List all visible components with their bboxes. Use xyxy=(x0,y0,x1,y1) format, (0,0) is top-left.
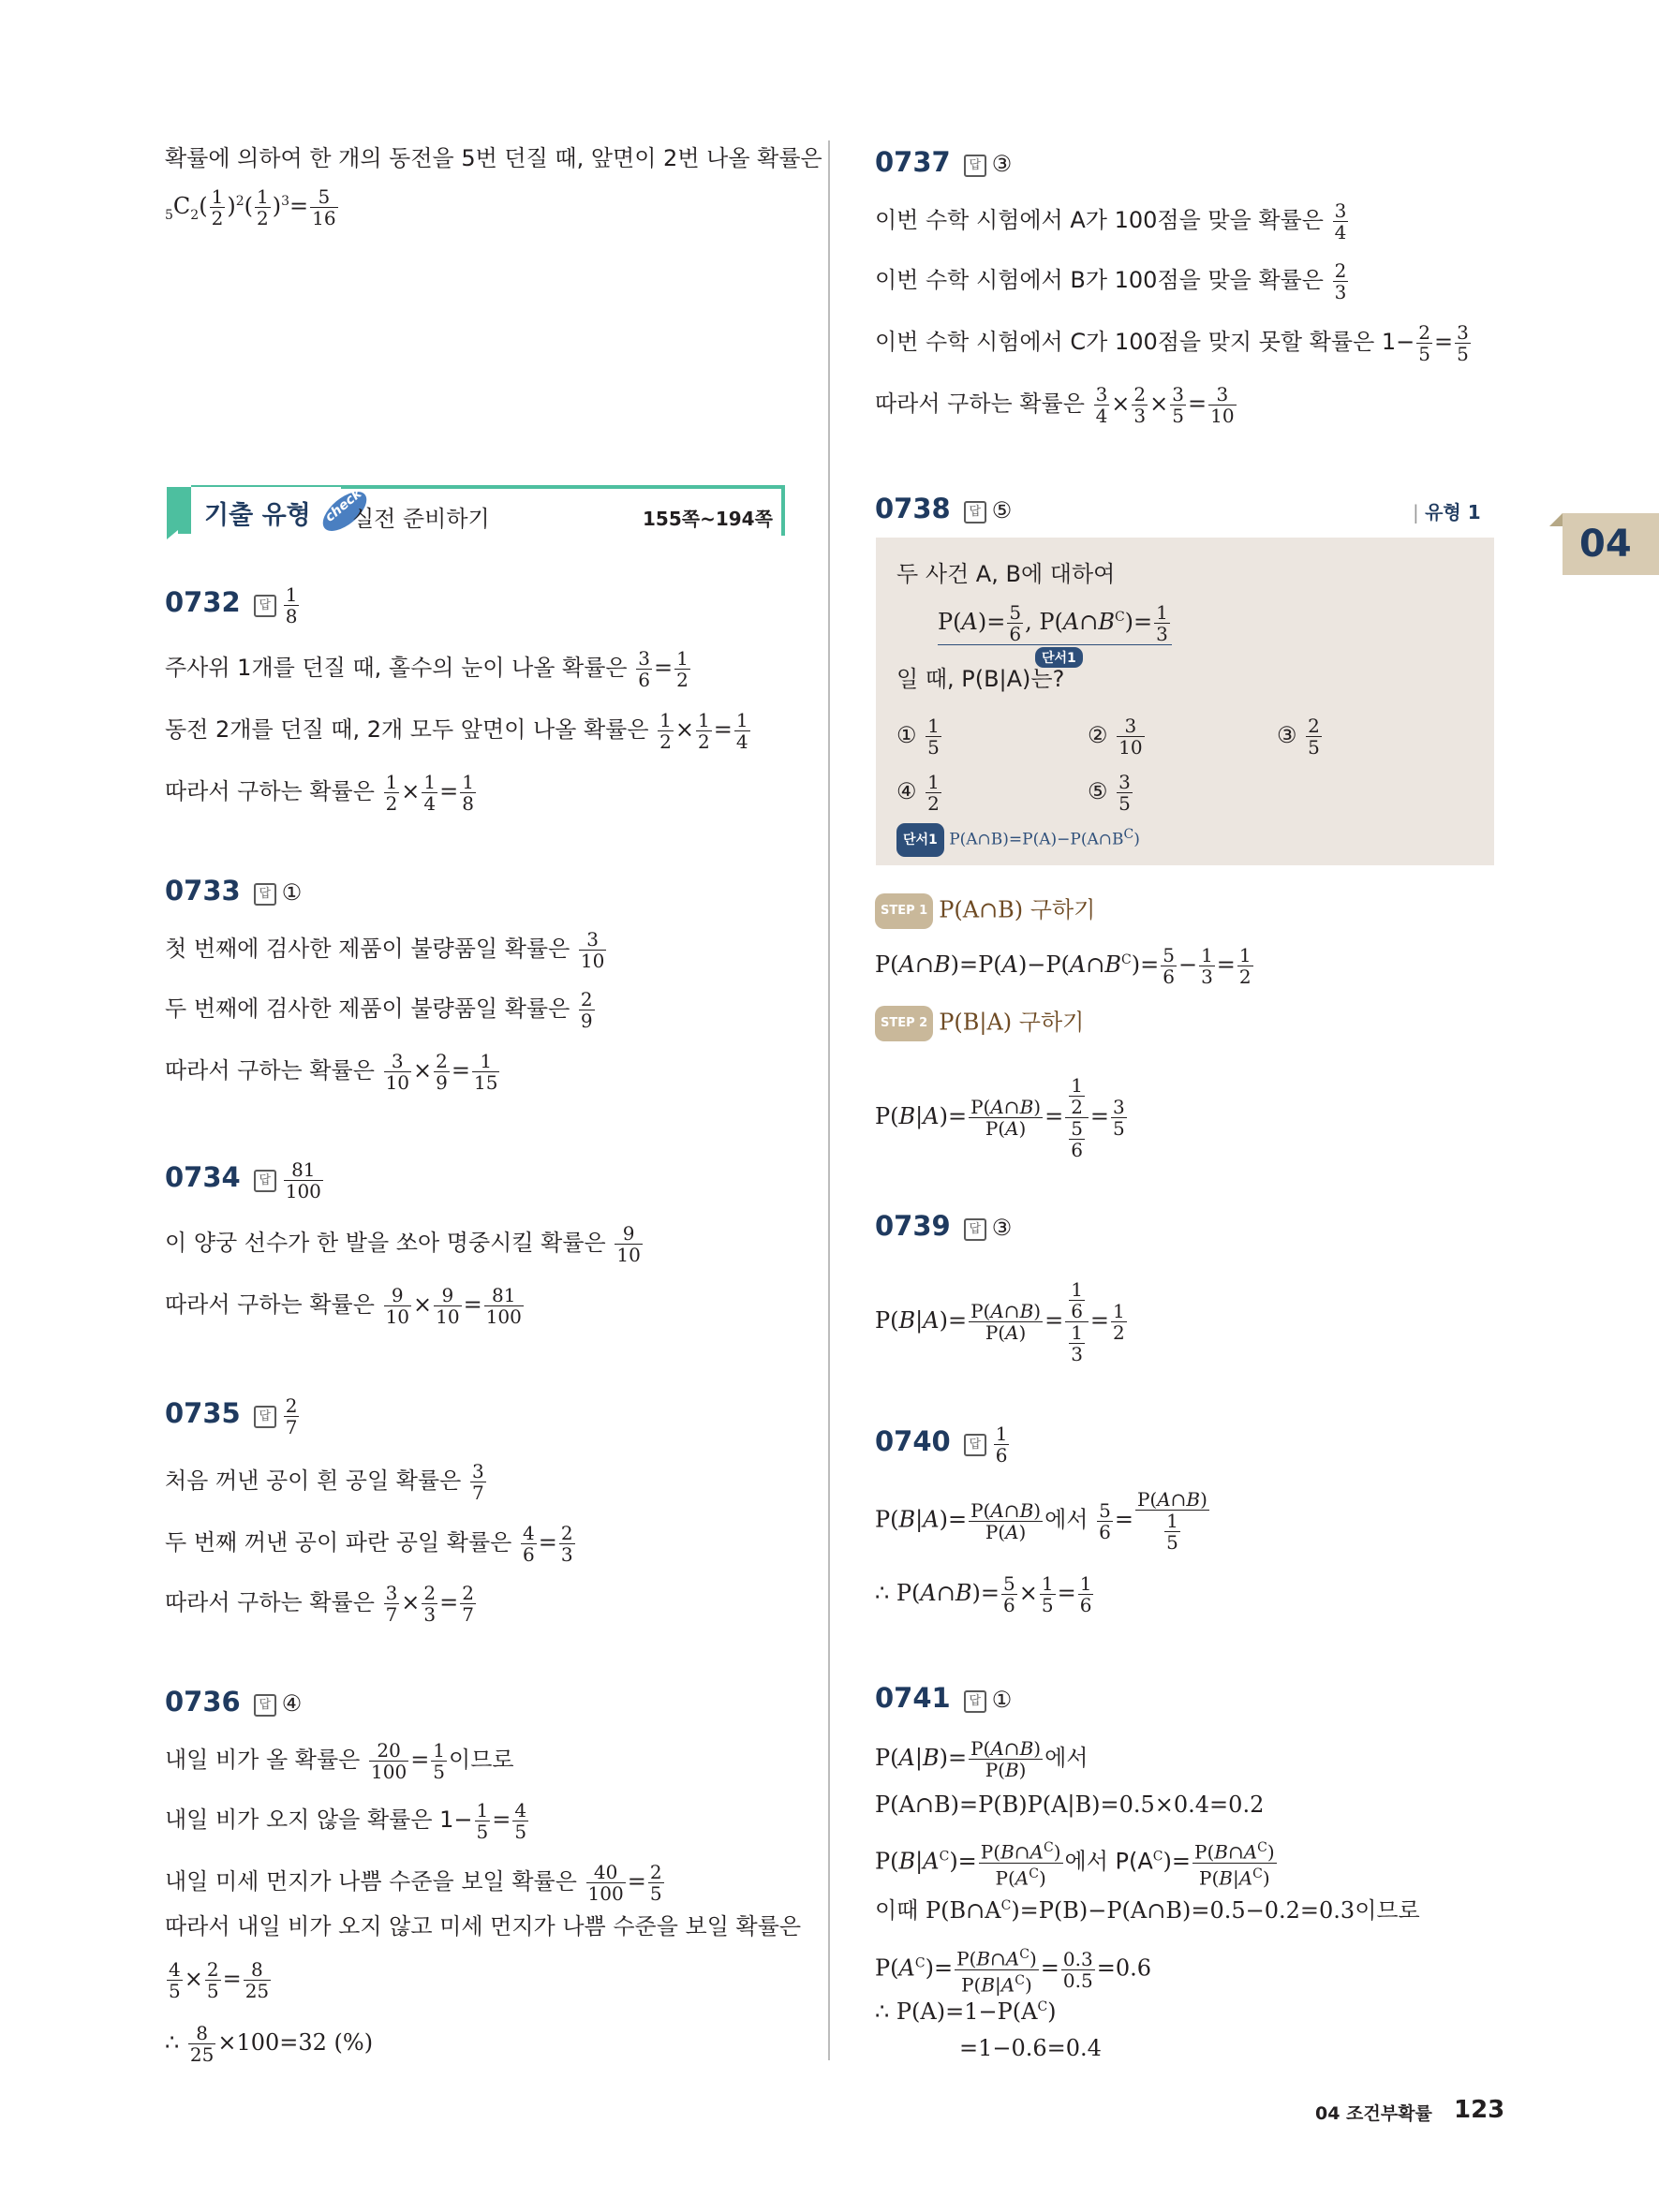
problem-0734-line2: 따라서 구하는 확률은 $\frac{9}{10}$ × $\frac{9}{10}$ = $\frac{81}{100}$ xyxy=(165,1284,522,1328)
answer-icon: 답 xyxy=(254,1694,276,1717)
problem-0738-q2: P(A)= $\frac{5}{6}$ , $P(A\cap B^C)=$ $\frac{1}{3}$ xyxy=(938,601,1172,645)
step2-heading: STEP 2 P(B|A) 구하기 xyxy=(875,1006,1084,1041)
check-badge: check xyxy=(322,486,365,525)
choice-3: ③ $\frac{2}{5}$ xyxy=(1277,715,1320,759)
answer-icon: 답 xyxy=(964,1690,986,1713)
problem-0740-header: 0740 답 $\frac{1}{6}$ xyxy=(875,1423,1008,1467)
problem-0733-line2: 두 번째에 검사한 제품이 불량품일 확률은 $\frac{2}{9}$ xyxy=(165,988,593,1032)
problem-0737-line1: 이번 수학 시험에서 A가 100점을 맞을 확률은 $\frac{3}{4}$ xyxy=(875,199,1347,243)
choice-5: ⑤ $\frac{3}{5}$ xyxy=(1088,771,1131,815)
answer-icon: 답 xyxy=(964,155,986,177)
problem-0738-q3: 일 때, P(B|A)는? xyxy=(896,666,1065,692)
answer-icon: 답 xyxy=(964,1218,986,1241)
problem-0736-line1: 내일 비가 올 확률은 $\frac{20}{100}$ = $\frac{1}{5}$ 이므로 xyxy=(165,1739,514,1783)
chapter-tab-fold xyxy=(1549,513,1563,575)
problem-0741-line7: =1−0.6=0.4 xyxy=(959,2035,1102,2061)
problem-0732-header: 0732 답 $\frac{1}{8}$ xyxy=(165,583,298,627)
section-pages: 155쪽~194쪽 xyxy=(643,508,773,530)
problem-0741-line5: $P(A^C)=$ $\frac{P(B\cap A^C)}{P(B|A^C)}$ = $\frac{0.3}{0.5}$ =0.6 xyxy=(875,1944,1151,1995)
problem-0740-line2: ∴ P(A∩B)= $\frac{5}{6}$ × $\frac{1}{5}$ = $\frac{1}{6}$ xyxy=(875,1572,1092,1616)
problem-0737-line3: 이번 수학 시험에서 C가 100점을 맞지 못할 확률은 1− $\frac{2}{5}$ = $\frac{3}{5}$ xyxy=(875,321,1469,365)
section-header xyxy=(165,483,785,539)
problem-0740-line1: P(B|A)= $\frac{P(A\cap B)}{P(A)}$ 에서 $\frac{5}{6}$ = $\frac{P(A\cap B)}{\frac{1}{5}}$ xyxy=(875,1488,1207,1554)
problem-0733-line1: 첫 번째에 검사한 제품이 불량품일 확률은 $\frac{3}{10}$ xyxy=(165,928,605,972)
problem-0734-header: 0734 답 $\frac{81}{100}$ xyxy=(165,1158,321,1202)
problem-0733-header: 0733 답 ① xyxy=(165,875,303,907)
problem-0741-line2: P(A∩B)=P(B)P(A|B)=0.5×0.4=0.2 xyxy=(875,1792,1265,1818)
problem-0736-header: 0736 답 ④ xyxy=(165,1686,303,1718)
chapter-tab xyxy=(1563,513,1659,575)
choice-4: ④ $\frac{1}{2}$ xyxy=(896,771,940,815)
problem-type-tag: | 유형 1 xyxy=(1413,501,1481,524)
problem-number: 0732 xyxy=(165,586,241,618)
problem-0741-line1: P(A|B)= $\frac{P(A\cap B)}{P(B)}$ 에서 xyxy=(875,1737,1089,1781)
clue-badge: 단서1 xyxy=(1035,642,1083,669)
choice-1: ① $\frac{1}{5}$ xyxy=(896,715,940,759)
clue-hint: 단서1 $P(A\cap B)=P(A)-P(A\cap B^C)$ xyxy=(896,818,1140,857)
column-divider xyxy=(828,140,830,2060)
problem-0737-line4: 따라서 구하는 확률은 $\frac{3}{4}$ × $\frac{2}{3}$ × $\frac{3}{5}$ = $\frac{3}{10}$ xyxy=(875,383,1235,427)
step1-heading: STEP 1 P(A∩B) 구하기 xyxy=(875,893,1095,929)
problem-0741-line3: $P(B|A^C)=$ $\frac{P(B\cap A^C)}{P(A^C)}$ 에서 $P(A^C)=$ $\frac{P(B\cap A^C)}{P(B|A^C)}$ xyxy=(875,1837,1279,1888)
problem-0736-line4: 따라서 내일 비가 오지 않고 미세 먼지가 나쁨 수준을 보일 확률은 xyxy=(165,1913,802,1939)
problem-0737-line2: 이번 수학 시험에서 B가 100점을 맞을 확률은 $\frac{2}{3}$ xyxy=(875,259,1347,303)
step1-formula: $P(A\cap B)=P(A)-P(A\cap B^C)=$ $\frac{5}{6}$ − $\frac{1}{3}$ = $\frac{1}{2}$ xyxy=(875,944,1252,988)
problem-0738-header: 0738 답 ⑤ xyxy=(875,493,1013,524)
problem-0733-line3: 따라서 구하는 확률은 $\frac{3}{10}$ × $\frac{2}{9}$ = $\frac{1}{15}$ xyxy=(165,1050,498,1094)
problem-0741-line6: ∴ $P(A)=1-P(A^C)$ xyxy=(875,1998,1057,2025)
problem-0741-header: 0741 답 ① xyxy=(875,1682,1013,1714)
problem-0732-line2: 동전 2개를 던질 때, 2개 모두 앞면이 나올 확률은 $\frac{1}{2}$ × $\frac{1}{2}$ = $\frac{1}{4}$ xyxy=(165,709,748,753)
answer-icon: 답 xyxy=(254,883,276,906)
intro-formula: $_5C_2$( $\frac{1}{2}$ )$^2$( $\frac{1}{2}$ )$^3$= $\frac{5}{16}$ xyxy=(165,185,336,229)
problem-0735-line3: 따라서 구하는 확률은 $\frac{3}{7}$ × $\frac{2}{3}$ = $\frac{2}{7}$ xyxy=(165,1582,474,1626)
answer-icon: 답 xyxy=(964,1434,986,1456)
problem-0736-line2: 내일 비가 오지 않을 확률은 1− $\frac{1}{5}$ = $\frac{4}{5}$ xyxy=(165,1799,527,1843)
problem-0732-line3: 따라서 구하는 확률은 $\frac{1}{2}$ × $\frac{1}{4}$ = $\frac{1}{8}$ xyxy=(165,771,474,815)
answer-icon: 답 xyxy=(254,595,276,617)
page-number: 123 xyxy=(1454,2096,1505,2124)
problem-0738-box xyxy=(876,538,1494,865)
problem-0737-header: 0737 답 ③ xyxy=(875,146,1013,178)
answer-icon: 답 xyxy=(254,1406,276,1428)
problem-0739-formula: P(B|A)= $\frac{P(A\cap B)}{P(A)}$ = $\frac{\frac{1}{6}}{\frac{1}{3}}$ = $\frac{1}{2}$ xyxy=(875,1278,1125,1365)
section-title: 기출 유형 xyxy=(204,501,311,530)
step2-formula: P(B|A)= $\frac{P(A\cap B)}{P(A)}$ = $\frac{\frac{1}{2}}{\frac{5}{6}}$ = $\frac{3}{5}$ xyxy=(875,1074,1125,1161)
problem-0739-header: 0739 답 ③ xyxy=(875,1210,1013,1242)
problem-0735-line2: 두 번째 꺼낸 공이 파란 공일 확률은 $\frac{4}{6}$ = $\frac{2}{3}$ xyxy=(165,1522,573,1566)
answer-icon: 답 xyxy=(254,1170,276,1192)
footer-chapter: 04 조건부확률 xyxy=(1315,2103,1432,2124)
problem-0736-line3: 내일 미세 먼지가 나쁨 수준을 보일 확률은 $\frac{40}{100}$ = $\frac{2}{5}$ xyxy=(165,1861,662,1905)
chapter-tab-label: 04 xyxy=(1579,523,1632,566)
problem-0736-line5: $\frac{4}{5}$ × $\frac{2}{5}$ = $\frac{8}{25}$ xyxy=(169,1958,270,2002)
intro-text: 확률에 의하여 한 개의 동전을 5번 던질 때, 앞면이 2번 나올 확률은 xyxy=(165,145,822,171)
choice-2: ② $\frac{3}{10}$ xyxy=(1088,715,1143,759)
problem-0735-line1: 처음 꺼낸 공이 흰 공일 확률은 $\frac{3}{7}$ xyxy=(165,1460,484,1504)
problem-0732-line1: 주사위 1개를 던질 때, 홀수의 눈이 나올 확률은 $\frac{3}{6}$ = $\frac{1}{2}$ xyxy=(165,647,689,691)
problem-0734-line1: 이 양궁 선수가 한 발을 쏘아 명중시킬 확률은 $\frac{9}{10}$ xyxy=(165,1222,641,1266)
section-subtitle: 실전 준비하기 xyxy=(352,506,490,532)
problem-0741-line4: 이때 $P(B\cap A^C)=P(B)-P(A\cap B)=0.5-0.2=0.3$이므로 xyxy=(875,1897,1420,1924)
problem-0735-header: 0735 답 $\frac{2}{7}$ xyxy=(165,1394,298,1438)
problem-0738-q1: 두 사건 A, B에 대하여 xyxy=(896,561,1116,587)
answer-icon: 답 xyxy=(964,501,986,524)
problem-0736-line6: ∴ $\frac{8}{25}$ ×100=32 (%) xyxy=(165,2022,374,2066)
